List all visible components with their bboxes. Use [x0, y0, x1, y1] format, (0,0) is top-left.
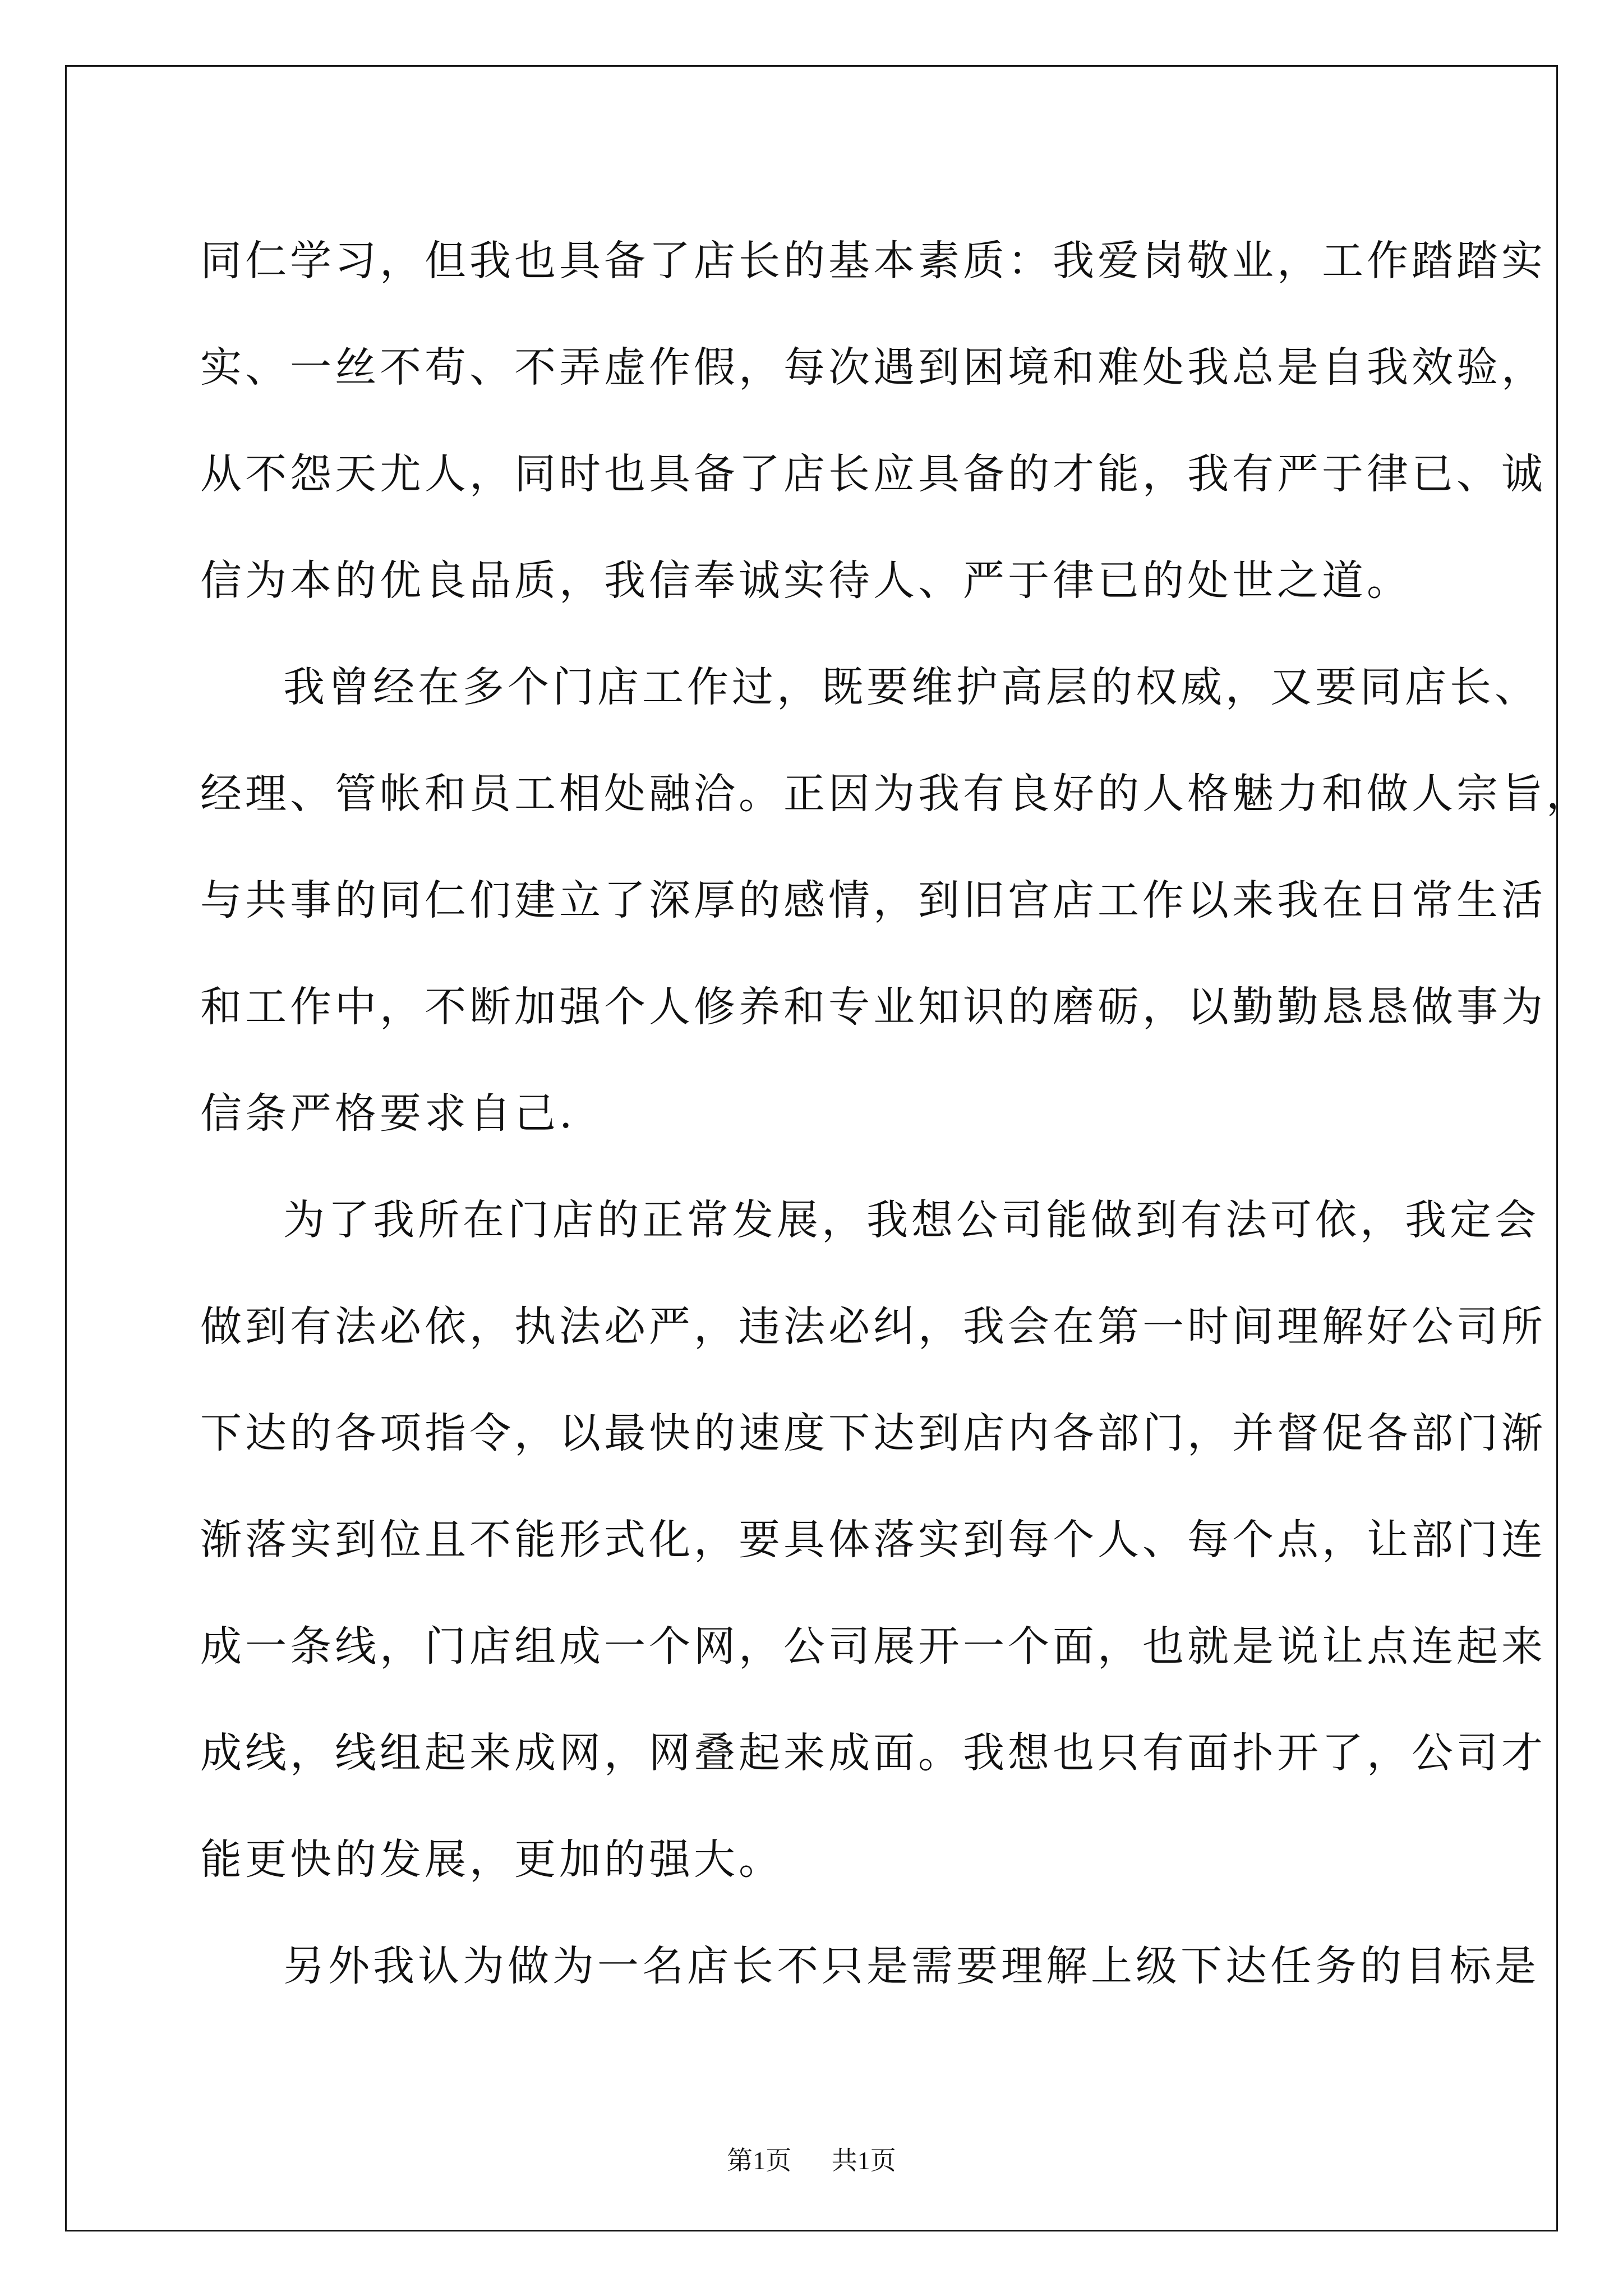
- paragraph-start-line: 另外我认为做为一名店长不只是需要理解上级下达任务的目标是: [283, 1942, 1539, 1990]
- text-line: 能更快的发展，更加的强大。: [200, 1835, 783, 1884]
- text-line: 和工作中，不断加强个人修养和专业知识的磨砺，以勤勤恳恳做事为: [200, 983, 1546, 1031]
- text-line: 成一条线，门店组成一个网，公司展开一个面，也就是说让点连起来: [200, 1622, 1546, 1671]
- text-line: 信条严格要求自己.: [200, 1089, 576, 1138]
- text-line: 下达的各项指令，以最快的速度下达到店内各部门，并督促各部门渐: [200, 1409, 1546, 1457]
- text-line: 与共事的同仁们建立了深厚的感情，到旧宫店工作以来我在日常生活: [200, 876, 1546, 924]
- page-number-label: 第1页: [727, 2146, 792, 2175]
- text-line: 做到有法必依，执法必严，违法必纠，我会在第一时间理解好公司所: [200, 1303, 1546, 1351]
- text-line: 经理、管帐和员工相处融洽。正因为我有良好的人格魅力和做人宗旨，: [200, 770, 1591, 818]
- page-total-label: 共1页: [831, 2146, 896, 2175]
- document-body: [200, 208, 1591, 2019]
- text-line: 从不怨天尤人，同时也具备了店长应具备的才能，我有严于律已、诚: [200, 450, 1546, 498]
- paragraph-start-line: 为了我所在门店的正常发展，我想公司能做到有法可依，我定会: [283, 1196, 1539, 1244]
- text-line: 实、一丝不苟、不弄虚作假，每次遇到困境和难处我总是自我效验，: [200, 343, 1546, 392]
- text-line: 信为本的优良品质，我信奉诚实待人、严于律已的处世之道。: [200, 556, 1412, 605]
- text-line: 同仁学习，但我也具备了店长的基本素质：我爱岗敬业，工作踏踏实: [200, 237, 1546, 285]
- text-line: 成线，线组起来成网，网叠起来成面。我想也只有面扑开了，公司才: [200, 1729, 1546, 1777]
- text-line: 渐落实到位且不能形式化，要具体落实到每个人、每个点，让部门连: [200, 1516, 1546, 1564]
- page-footer: [0, 2140, 1623, 2177]
- paragraph-start-line: 我曾经在多个门店工作过，既要维护高层的权威，又要同店长、: [283, 663, 1539, 711]
